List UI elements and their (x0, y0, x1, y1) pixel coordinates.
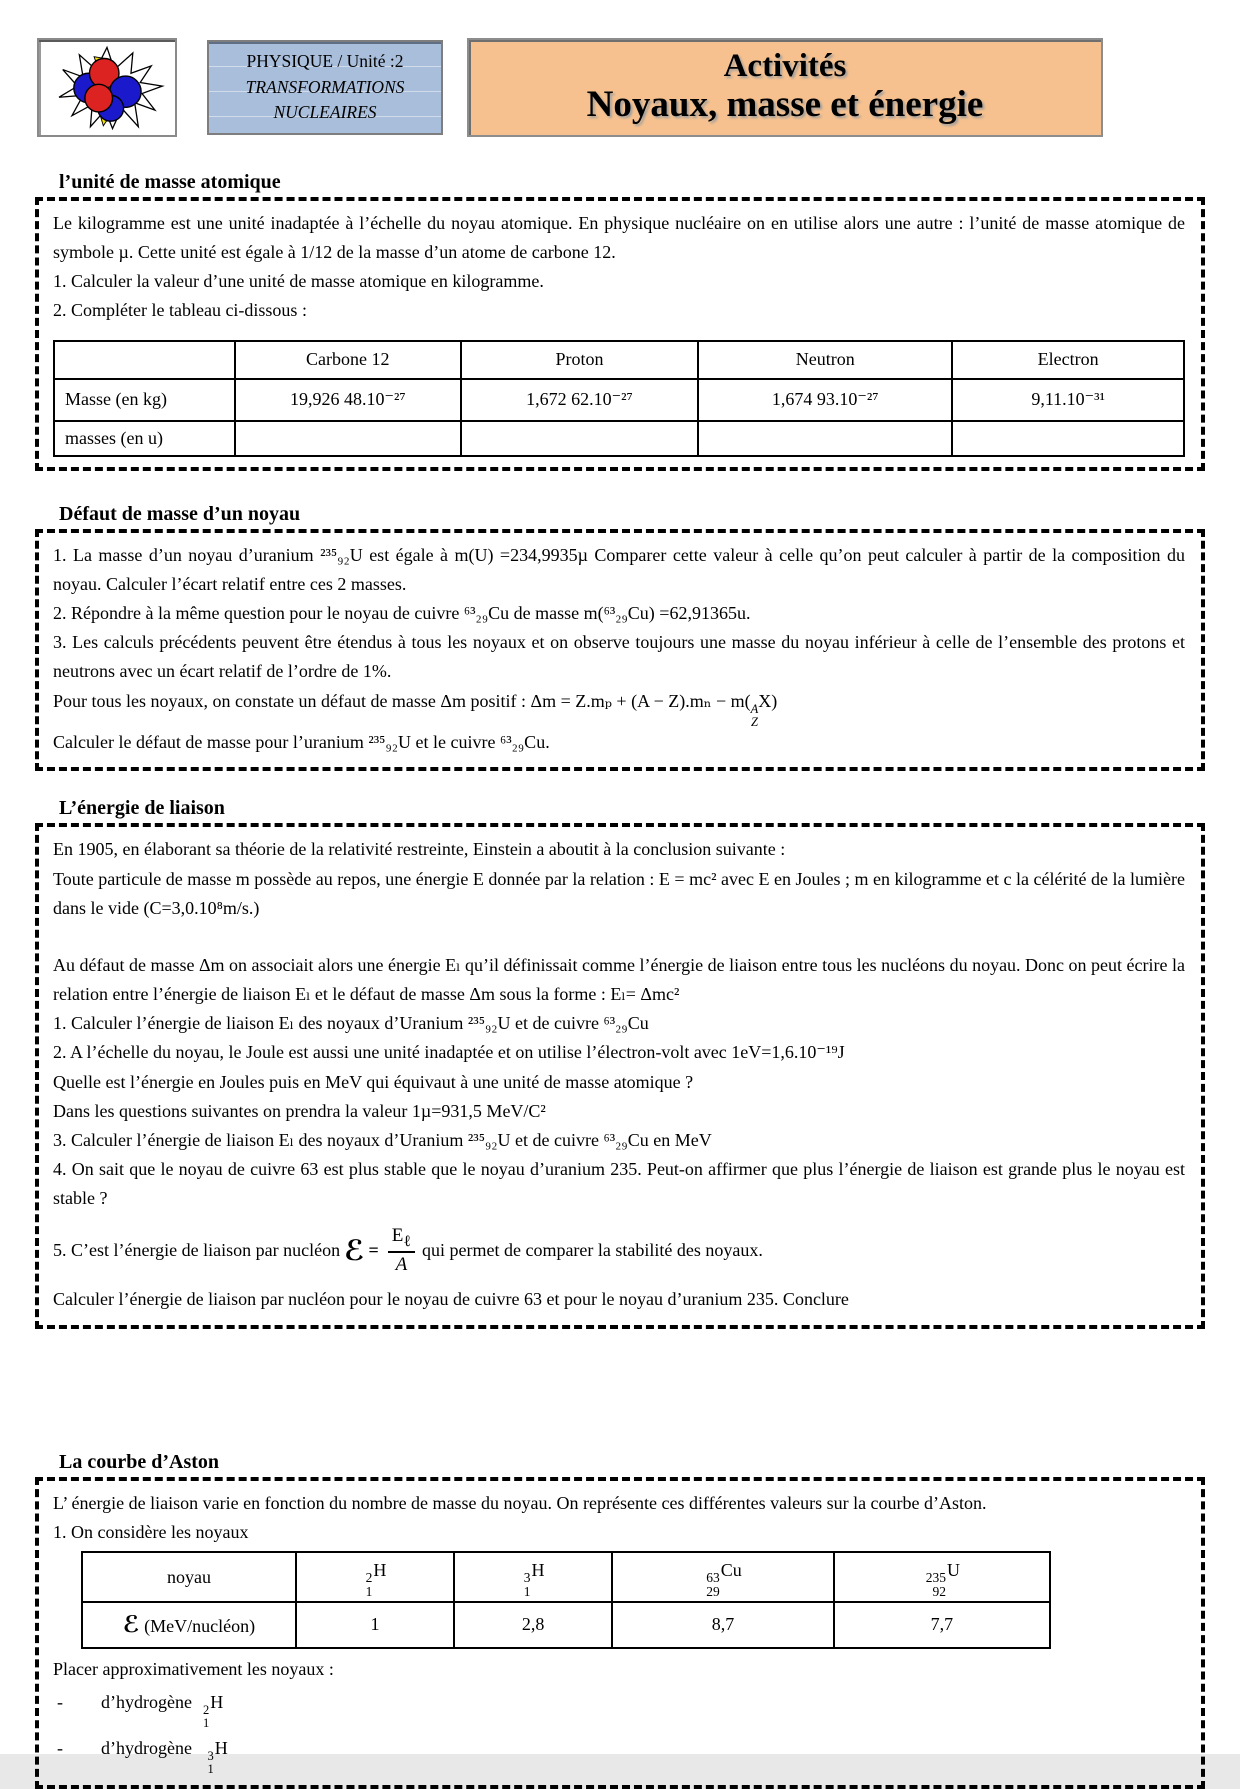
atomic-number: 1 (207, 1763, 213, 1776)
atomic-number: 1 (366, 1585, 373, 1599)
mass-number: 3 (207, 1750, 213, 1763)
mass-number: 63 (706, 1571, 720, 1585)
nuclide-prescripts (524, 1571, 531, 1599)
section-unite-box (35, 197, 1205, 471)
script-E-symbol: ℰ (344, 1228, 364, 1273)
energie-q2c: Dans les questions suivantes on prendra la valeur 1µ=931,5 MeV/C² (53, 1097, 1185, 1126)
bullet-dash: - (53, 1688, 101, 1730)
aston-q1: 1. On considère les noyaux (53, 1518, 1185, 1547)
binding-energy-fraction (388, 1225, 415, 1276)
unit-info-box (207, 40, 443, 135)
table-row (54, 421, 1184, 456)
energie-q5b: Calculer l’énergie de liaison par nucléon pour le noyau de cuivre 63 et pour le noyau d’uranium 235. Conclure (53, 1285, 1185, 1314)
table-cell: 7,7 (834, 1602, 1050, 1647)
table-cell-empty (952, 421, 1184, 456)
unit-line-subject: PHYSIQUE / Unité :2 (209, 49, 441, 74)
energie-q2b: Quelle est l’énergie en Joules puis en MeV qui équivaut à une unité de masse atomique ? (53, 1068, 1185, 1097)
energie-p1: En 1905, en élaborant sa théorie de la relativité restreinte, Einstein a aboutit à la conclusion suivante : (53, 835, 1185, 864)
section-heading-energie: L’énergie de liaison (59, 797, 1205, 820)
formula-prefix: Pour tous les noyaux, on constate un défaut de masse Δm positif : Δm = Z.mₚ + (A − Z).mₙ − m( (53, 691, 751, 711)
table-cell-empty (235, 421, 461, 456)
table-cell: 1,674 93.10⁻²⁷ (698, 379, 952, 421)
unite-question-2: 2. Compléter le tableau ci-dissous : (53, 296, 1185, 325)
fraction-numerator (388, 1225, 415, 1253)
mass-number: 2 (203, 1704, 209, 1717)
aston-p1: L’ énergie de liaison varie en fonction du nombre de masse du noyau. On représente ces différentes valeurs sur la courbe d’Aston. (53, 1489, 1185, 1518)
spacer (35, 135, 1205, 171)
defaut-last-line: Calculer le défaut de masse pour l’uranium ²³⁵₉₂U et le cuivre ⁶³₂₉Cu. (53, 728, 1185, 757)
energie-p2: Toute particule de masse m possède au repos, une énergie E donnée par la relation : E = mc² avec E en Joules ; m en kilogramme et c la célérité de la lumière dans le vide (C=3,0.10⁸m/s.) (53, 865, 1185, 923)
table-cell: 1,672 62.10⁻²⁷ (461, 379, 698, 421)
mass-defect-formula (53, 687, 1185, 729)
mass-number: 235 (926, 1571, 946, 1585)
spacer (35, 1329, 1205, 1451)
school-logo (37, 38, 177, 137)
defaut-item-2: 2. Répondre à la même question pour le noyau de cuivre ⁶³₂₉Cu de masse m(⁶³₂₉Cu) =62,91365u. (53, 599, 1185, 628)
atomic-number: 92 (933, 1585, 947, 1599)
spacer (35, 771, 1205, 797)
table-header-electron: Electron (952, 341, 1184, 379)
section-aston-box (35, 1477, 1205, 1789)
nuclide-prescripts (706, 1571, 720, 1599)
E-base: E (392, 1225, 404, 1246)
element-symbol: U (947, 1560, 960, 1580)
row-label-energy-per-nucleon (82, 1602, 296, 1647)
aston-table (81, 1551, 1051, 1649)
table-cell (54, 341, 235, 379)
energie-q4: 4. On sait que le noyau de cuivre 63 est plus stable que le noyau d’uranium 235. Peut-on affirmer que plus l’énergie de liaison est grande plus le noyau est stable ? (53, 1155, 1185, 1213)
bullet-dash: - (53, 1734, 101, 1776)
aston-p2: Placer approximativement les noyaux : (53, 1655, 1185, 1684)
nuclide-prescripts (366, 1571, 373, 1599)
table-cell: 8,7 (612, 1602, 834, 1647)
energie-p3: Au défaut de masse Δm on associait alors une énergie Eₗ qu’il définissait comme l’énergie de liaison entre tous les nucléons du noyau. Donc on peut écrire la relation entre l’énergie de liaison Eₗ et le défaut de masse Δm sous la forme : Eₗ= Δmc² (53, 951, 1185, 1009)
table-cell-empty (461, 421, 698, 456)
table-cell: 1 (296, 1602, 454, 1647)
atomic-number: 29 (706, 1585, 720, 1599)
document-title-box (467, 38, 1103, 137)
energie-q3: 3. Calculer l’énergie de liaison Eₗ des noyaux d’Uranium ²³⁵₉₂U et de cuivre ⁶³₂₉Cu en MeV (53, 1126, 1185, 1155)
bullet-label: d’hydrogène (101, 1692, 192, 1712)
atomic-number: Z (751, 716, 758, 729)
nuclide-prescripts (203, 1704, 209, 1730)
table-row (82, 1552, 1050, 1603)
table-row (82, 1602, 1050, 1647)
table-cell-empty (698, 421, 952, 456)
document-subtitle: Noyaux, masse et énergie (469, 84, 1101, 127)
ell-subscript: ℓ (403, 1233, 411, 1250)
spacer (35, 471, 1205, 503)
table-row (54, 341, 1184, 379)
table-cell: 19,926 48.10⁻²⁷ (235, 379, 461, 421)
bullet-hydrogen-3 (53, 1734, 1185, 1776)
row-label-noyau: noyau (82, 1552, 296, 1603)
atom-nucleus-burst-icon (48, 45, 166, 131)
row-label-masse-kg: Masse (en kg) (54, 379, 235, 421)
mass-number: A (751, 703, 759, 716)
row-label-masse-u: masses (en u) (54, 421, 235, 456)
mass-table (53, 340, 1185, 457)
energie-q5 (53, 1219, 1185, 1281)
section-heading-defaut: Défaut de masse d’un noyau (59, 503, 1205, 526)
q5-prefix: 5. C’est l’énergie de liaison par nucléon (53, 1236, 340, 1265)
table-row (54, 379, 1184, 421)
energie-q2: 2. A l’échelle du noyau, le Joule est aussi une unité inadaptée et on utilise l’électron-volt avec 1eV=1,6.10⁻¹⁹J (53, 1038, 1185, 1067)
element-symbol: H (215, 1738, 228, 1758)
bullet-text (101, 1688, 223, 1730)
unit-line-topic2: NUCLEAIRES (209, 100, 441, 125)
unite-intro: Le kilogramme est une unité inadaptée à l’échelle du noyau atomique. En physique nucléaire on en utilise alors une autre : l’unité de masse atomique de symbole µ. Cette unité est égale à 1/12 de la masse d’un atome de carbone 12. (53, 209, 1185, 267)
table-cell: 2,8 (454, 1602, 612, 1647)
blank-line (53, 923, 1185, 951)
mass-number: 3 (524, 1571, 531, 1585)
bullet-hydrogen-2 (53, 1688, 1185, 1730)
document-title: Activités (469, 48, 1101, 84)
section-heading-aston: La courbe d’Aston (59, 1451, 1205, 1474)
table-header-carbone: Carbone 12 (235, 341, 461, 379)
unite-question-1: 1. Calculer la valeur d’une unité de masse atomique en kilogramme. (53, 267, 1185, 296)
fraction-denominator: A (396, 1253, 408, 1276)
atomic-number: 1 (203, 1717, 209, 1730)
section-heading-unite: l’unité de masse atomique (59, 171, 1205, 194)
nuclide-prescripts (926, 1571, 946, 1599)
nuclide-U235 (834, 1552, 1050, 1603)
element-symbol: H (373, 1560, 386, 1580)
equals-sign: = (369, 1236, 379, 1265)
element-symbol: H (532, 1560, 545, 1580)
element-symbol: Cu (721, 1560, 742, 1580)
formula-suffix: X) (758, 691, 777, 711)
section-defaut-box (35, 529, 1205, 772)
bullet-text (101, 1734, 228, 1776)
page-header (35, 38, 1205, 135)
unit-label: (MeV/nucléon) (140, 1616, 255, 1636)
atomic-number: 1 (524, 1585, 531, 1599)
mass-number: 2 (366, 1571, 373, 1585)
nuclide-H2 (296, 1552, 454, 1603)
nuclide-Cu63 (612, 1552, 834, 1603)
table-header-proton: Proton (461, 341, 698, 379)
energie-q1: 1. Calculer l’énergie de liaison Eₗ des noyaux d’Uranium ²³⁵₉₂U et de cuivre ⁶³₂₉Cu (53, 1009, 1185, 1038)
bullet-label: d’hydrogène (101, 1738, 192, 1758)
unit-line-topic1: TRANSFORMATIONS (209, 75, 441, 100)
nuclide-H3 (454, 1552, 612, 1603)
element-symbol: H (210, 1692, 223, 1712)
table-header-neutron: Neutron (698, 341, 952, 379)
table-cell: 9,11.10⁻³¹ (952, 379, 1184, 421)
script-E-symbol: ℰ (123, 1611, 140, 1638)
q5-suffix: qui permet de comparer la stabilité des noyaux. (422, 1236, 763, 1265)
section-energie-box (35, 823, 1205, 1328)
defaut-item-1: 1. La masse d’un noyau d’uranium ²³⁵₉₂U est égale à m(U) =234,9935µ Comparer cette valeur à celle qu’on peut calculer à partir de la composition du noyau. Calculer l’écart relatif entre ces 2 masses. (53, 541, 1185, 599)
defaut-item-3: 3. Les calculs précédents peuvent être étendus à tous les noyaux et on observe toujours une masse du noyau inférieur à celle de l’ensemble des protons et neutrons avec un écart relatif de l’ordre de 1%. (53, 628, 1185, 686)
